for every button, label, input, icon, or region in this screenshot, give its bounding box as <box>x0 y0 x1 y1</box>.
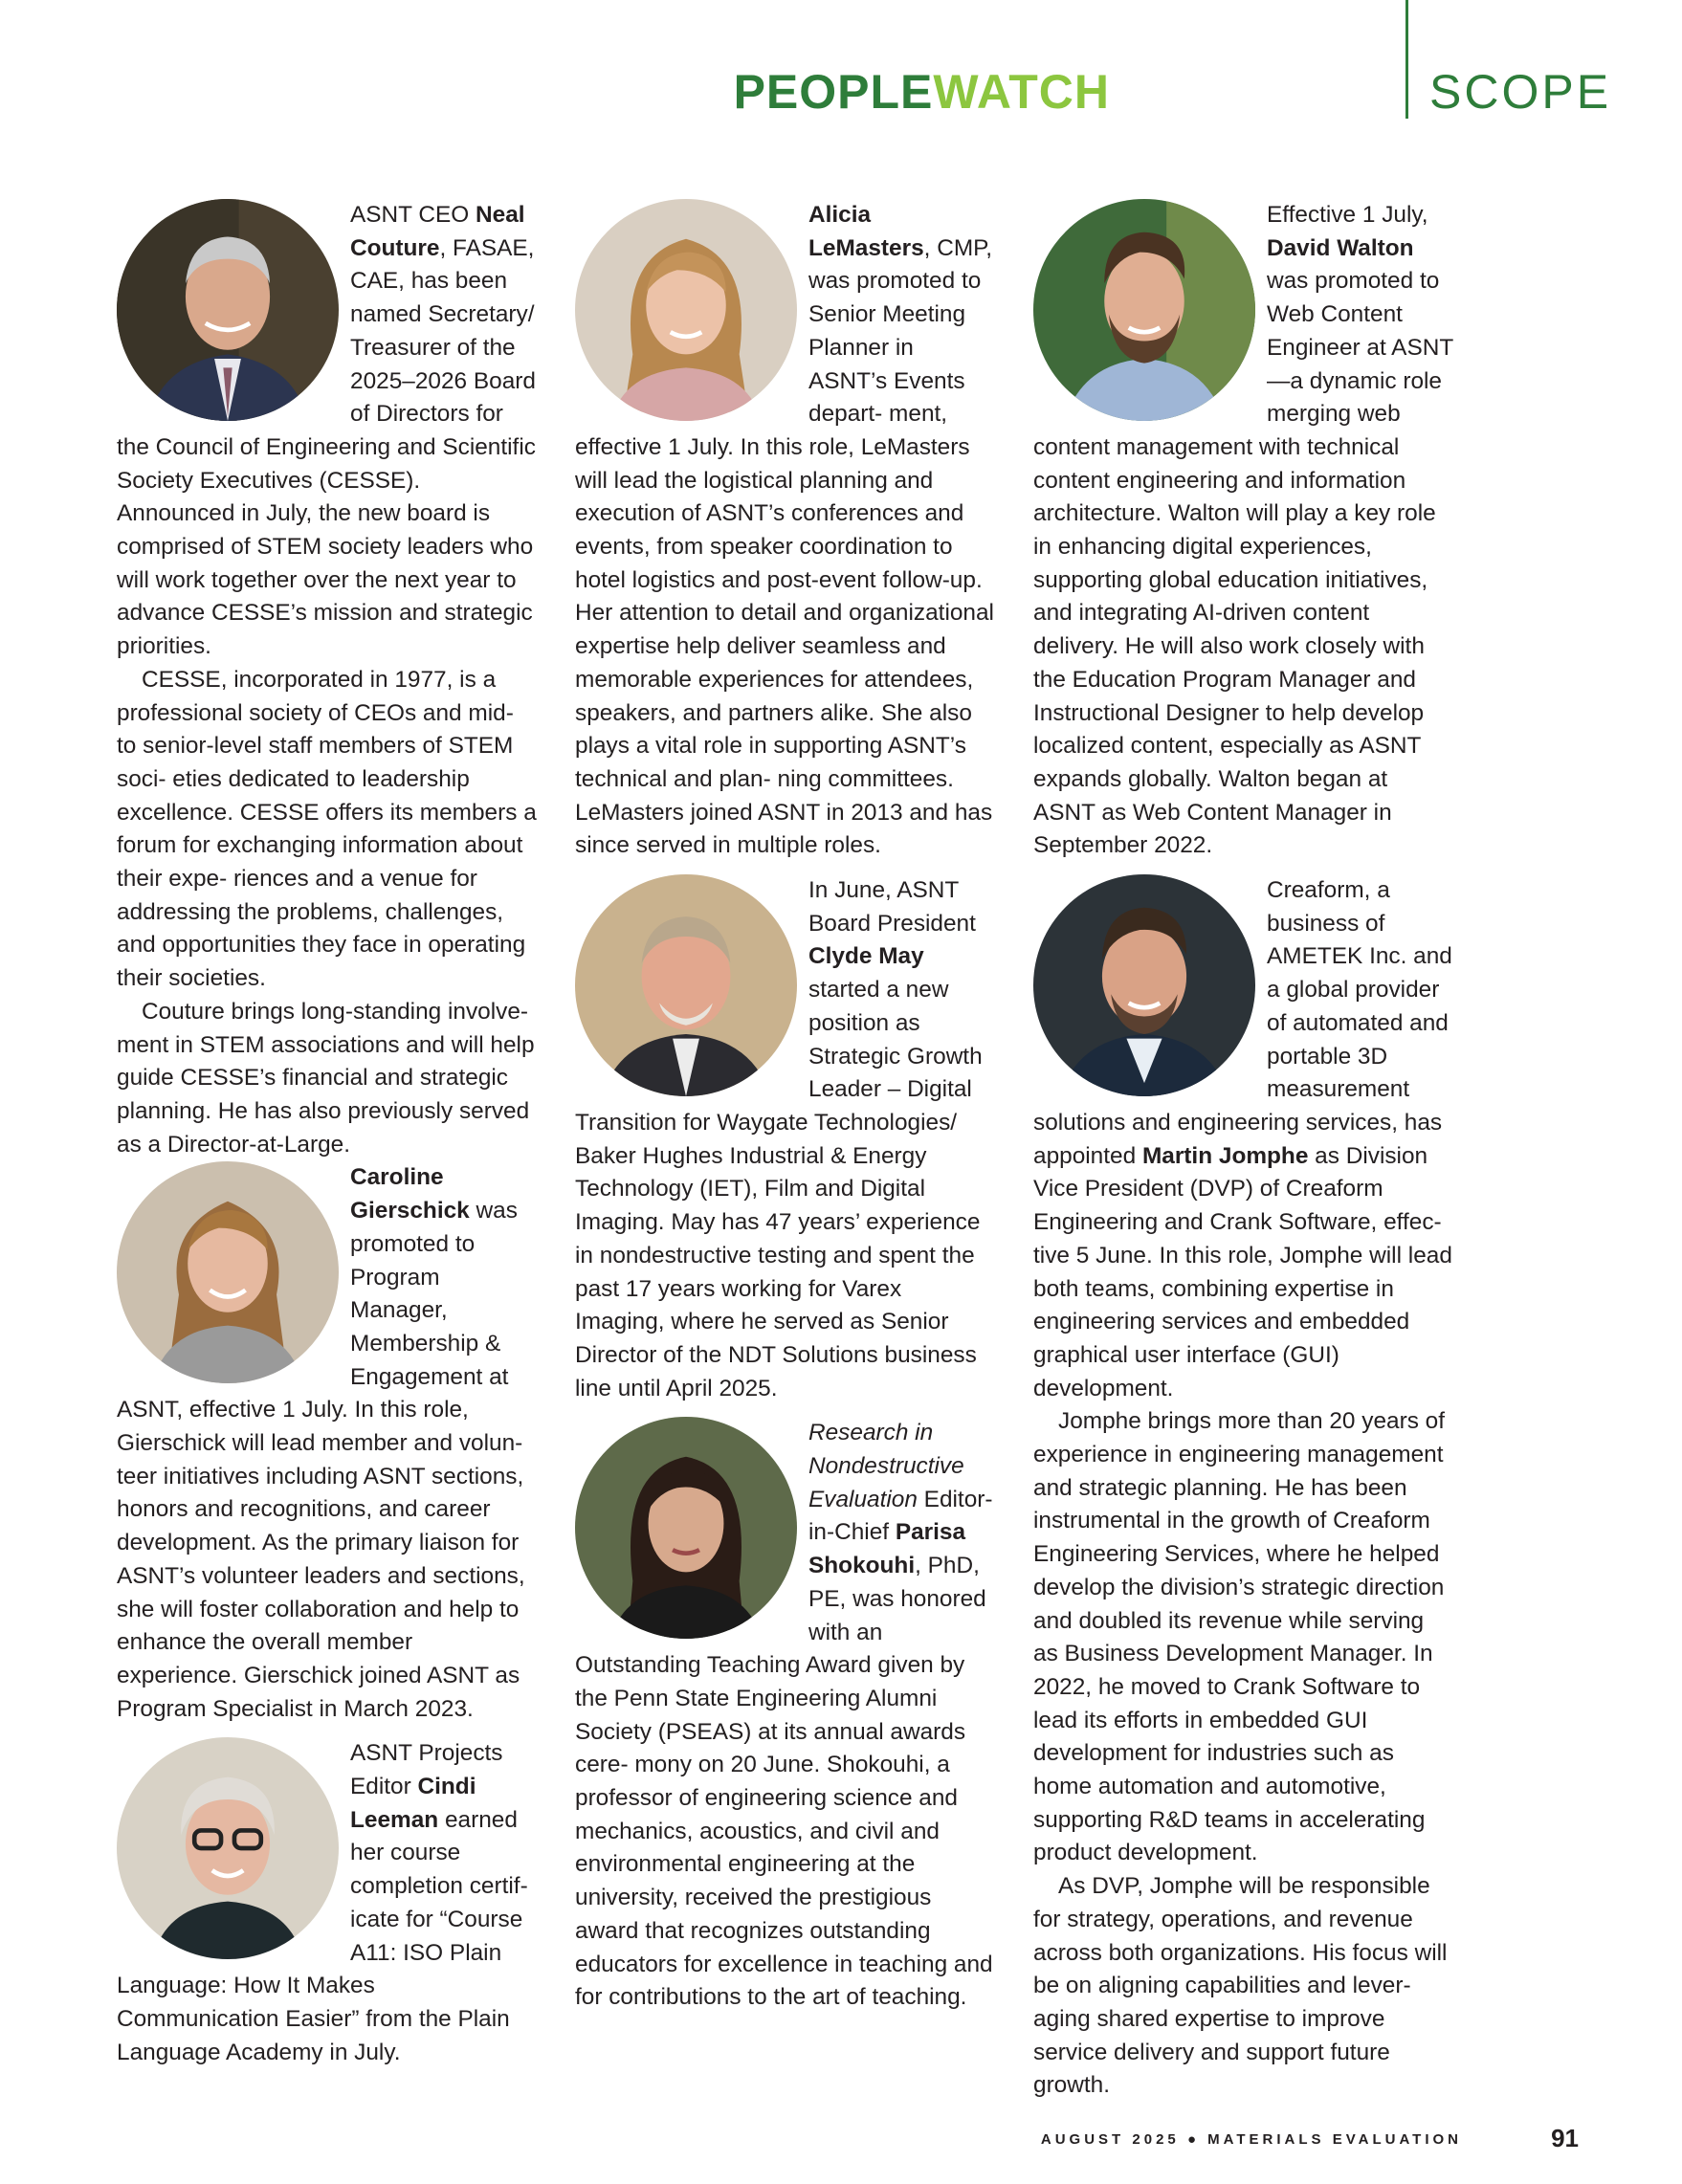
article-shokouhi <box>575 1417 996 2015</box>
footer-issue: AUGUST 2025 <box>1040 2131 1180 2148</box>
person-name: Alicia LeMasters <box>808 202 924 261</box>
article-gierschick <box>117 1161 538 1726</box>
photo-alicia-lemasters <box>575 199 797 421</box>
text-segment: was promoted to Program Manager, Membership & Engagement at ASNT, effective 1 July. In this role, Gierschick will lead member and volun- teer initiatives including ASNT sections, honors and recognitions, and career development. As the primary liaison for ASNT’s volunteer leaders and sections, she will foster collaboration and help to enhance the overall member experience. Gierschick joined ASNT as Program Specialist in March 2023. <box>117 1198 525 1722</box>
column-2 <box>575 199 996 2015</box>
article-may <box>575 874 996 1405</box>
text-segment: Creaform, a business of AMETEK Inc. and a global provider of automated and portable 3D measurement solutions and engineering services, has appointed <box>1033 877 1452 1169</box>
text-segment: Effective 1 July, <box>1267 202 1428 228</box>
photo-caroline-gierschick <box>117 1161 339 1383</box>
article-walton <box>1033 199 1454 863</box>
photo-martin-jomphe <box>1033 874 1255 1096</box>
journal-title: Research in Nondestructive Evaluation <box>808 1420 964 1512</box>
article-couture <box>117 199 538 1161</box>
article-jomphe <box>1033 874 1454 2103</box>
page-number: 91 <box>1551 2124 1579 2152</box>
section-title-people: PEOPLE <box>733 65 934 119</box>
paragraph: Jomphe brings more than 20 years of experience in engineering management and strategic planning. He has been instrumental in the growth of Creaform Engineering Services, where he helped develop the division’s strategic direction and doubled its revenue while serving as Business Development Manager. In 2022, he moved to Crank Software to lead its efforts in embedded GUI development for industries such as home automation and automotive, supporting R&D teams in accelerating product development. <box>1033 1408 1446 1866</box>
header-divider <box>1405 0 1408 119</box>
paragraph: As DVP, Jomphe will be responsible for strategy, operations, and revenue across both organizations. His focus will be on aligning capabilities and lever- aging shared expertise to improve service delivery and support future growth. <box>1033 1873 1448 2099</box>
column-3 <box>1033 199 1454 2103</box>
section-label-scope: SCOPE <box>1429 65 1612 119</box>
person-name: Martin Jomphe <box>1141 1142 1309 1169</box>
footer-bullet: ● <box>1186 2131 1200 2148</box>
text-segment: , CMP, was promoted to Senior Meeting Planner in ASNT’s Events depart- ment, effective 1 July. In this role, LeMasters will lead the logistical planning and execution of ASNT’s conferences and events, from speaker coordination to hotel logistics and post-event follow-up. Her attention to detail and organizational expertise help deliver seamless and memorable experiences for attendees, speakers, and partners alike. She also plays a vital role in supporting ASNT’s technical and plan- ning committees. LeMasters joined ASNT in 2013 and has since served in multiple roles. <box>575 234 994 859</box>
text-segment: Editor- in-Chief <box>808 1486 993 1546</box>
page-header <box>0 0 1682 124</box>
text-segment: ASNT Projects Editor <box>350 1740 503 1800</box>
person-name: Parisa Shokouhi <box>808 1519 966 1579</box>
text-segment: , FASAE, CAE, has been named Secretary/ Treasurer of the 2025–2026 Board of Directors for the Council of Engineering and Scientific Society Executives (CESSE). Announced in July, the new board is comprised of STEM society leaders who will work together over the next year to advance CESSE’s mission and strategic priorities. <box>117 234 536 660</box>
article-lemasters <box>575 199 996 863</box>
photo-neal-couture <box>117 199 339 421</box>
text-segment: , PhD, PE, was honored with an Outstanding Teaching Award given by the Penn State Engineering Alumni Society (PSEAS) at its annual awards cere- mony on 20 June. Shokouhi, a professor of engineering science and mechanics, acoustics, and civil and environmental engineering at the university, received the prestigious award that recognizes outstanding educators for excellence in teaching and for contributions to the art of teaching. <box>575 1553 993 2011</box>
person-name: Cindi Leeman <box>350 1774 476 1833</box>
person-name: Neal Couture <box>350 202 525 261</box>
photo-clyde-may <box>575 874 797 1096</box>
person-name: Caroline Gierschick <box>350 1164 470 1224</box>
section-title <box>734 63 1110 121</box>
footer-journal: MATERIALS EVALUATION <box>1207 2131 1462 2148</box>
text-segment: In June, ASNT Board President <box>808 877 976 937</box>
photo-cindi-leeman <box>117 1737 339 1959</box>
text-segment: as Division Vice President (DVP) of Creaform Engineering and Crank Software, effec- tive 5 June. In this role, Jomphe will lead both teams, combining expertise in engineering services and embedded graphical user interface (GUI) development. <box>1033 1142 1452 1401</box>
text-segment: ASNT CEO <box>350 202 476 228</box>
section-title-watch: WATCH <box>933 65 1110 119</box>
photo-parisa-shokouhi <box>575 1417 797 1639</box>
photo-david-walton <box>1033 199 1255 421</box>
article-leeman <box>117 1737 538 2069</box>
footer-issue-line <box>1041 2131 1462 2148</box>
column-1 <box>117 199 538 2069</box>
text-segment: earned her course completion certif- icate for “Course A11: ISO Plain Language: How It Makes Communication Easier” from the Plain Language Academy in July. <box>117 1806 528 2065</box>
paragraph: Couture brings long-standing involve- ment in STEM associations and will help guide CESSE’s financial and strategic planning. He has also previously served as a Director-at-Large. <box>117 998 535 1158</box>
person-name: David Walton <box>1267 234 1414 261</box>
paragraph: CESSE, incorporated in 1977, is a professional society of CEOs and mid- to senior-level staff members of STEM soci- eties dedicated to leadership excellence. CESSE offers its members a forum for exchanging information about their expe- riences and a venue for addressing the problems, challenges, and opportunities they face in operating their societies. <box>117 666 537 992</box>
page-footer <box>0 2124 1682 2162</box>
person-name: Clyde May <box>808 943 924 970</box>
text-segment: started a new position as Strategic Growth Leader – Digital Transition for Waygate Technologies/ Baker Hughes Industrial & Energy Technology (IET), Film and Digital Imaging. May has 47 years’ experience in nondestructive testing and spent the past 17 years working for Varex Imaging, where he served as Senior Director of the NDT Solutions business line until April 2025. <box>575 977 983 1401</box>
text-segment: was promoted to Web Content Engineer at ASNT—a dynamic role merging web content management with technical content engineering and information architecture. Walton will play a key role in enhancing digital experiences, supporting global education initiatives, and integrating AI-driven content delivery. He will also work closely with the Education Program Manager and Instructional Designer to help develop localized content, especially as ASNT expands globally. Walton began at ASNT as Web Content Manager in September 2022. <box>1033 268 1454 859</box>
